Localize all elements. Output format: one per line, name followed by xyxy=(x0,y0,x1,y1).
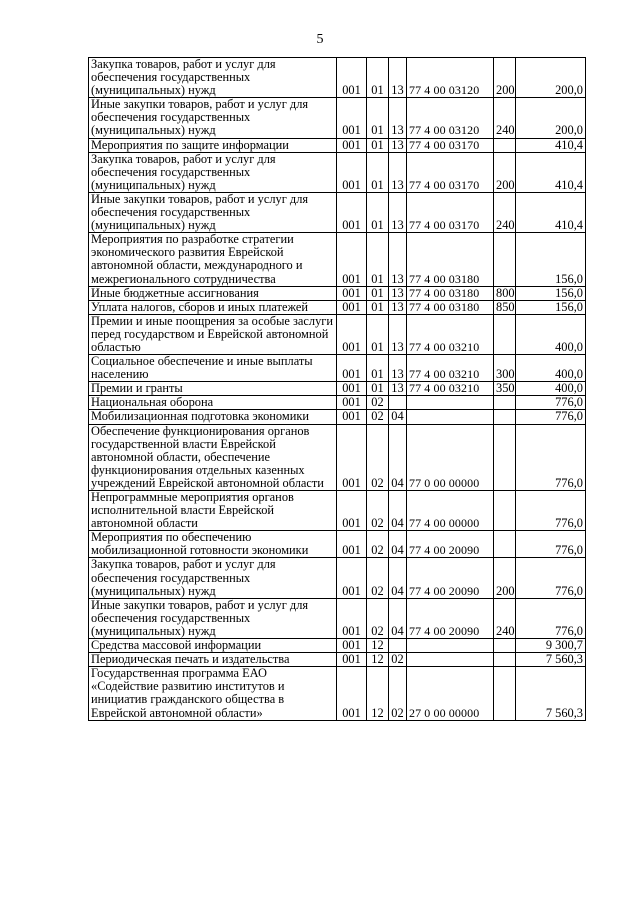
cell-rz: 01 xyxy=(367,314,389,354)
cell-csr: 77 4 00 03210 xyxy=(407,355,494,382)
cell-sum: 156,0 xyxy=(516,300,586,314)
cell-sum: 200,0 xyxy=(516,58,586,98)
cell-ved: 001 xyxy=(337,396,367,410)
cell-ved: 001 xyxy=(337,314,367,354)
cell-vr xyxy=(494,314,516,354)
cell-pr: 04 xyxy=(389,491,407,531)
cell-sum: 400,0 xyxy=(516,382,586,396)
cell-sum: 400,0 xyxy=(516,355,586,382)
cell-ved: 001 xyxy=(337,58,367,98)
table-row xyxy=(89,98,586,138)
table-row xyxy=(89,355,586,382)
cell-vr: 240 xyxy=(494,598,516,638)
cell-rz: 01 xyxy=(367,355,389,382)
cell-sum: 776,0 xyxy=(516,424,586,490)
cell-sum: 776,0 xyxy=(516,396,586,410)
cell-csr: 77 4 00 03180 xyxy=(407,286,494,300)
cell-pr: 13 xyxy=(389,58,407,98)
cell-pr: 04 xyxy=(389,598,407,638)
cell-ved: 001 xyxy=(337,233,367,286)
cell-name: Мероприятия по разработке стратегии экономического развития Еврейской автономной области, международного и межрегионального сотрудничества xyxy=(89,233,337,286)
cell-csr xyxy=(407,396,494,410)
page-number: 5 xyxy=(316,32,324,47)
cell-pr: 02 xyxy=(389,653,407,667)
cell-name: Иные бюджетные ассигнования xyxy=(89,286,337,300)
cell-pr: 13 xyxy=(389,152,407,192)
cell-ved: 001 xyxy=(337,667,367,720)
cell-csr: 77 4 00 03180 xyxy=(407,300,494,314)
cell-ved: 001 xyxy=(337,653,367,667)
cell-sum: 156,0 xyxy=(516,286,586,300)
table-row xyxy=(89,653,586,667)
cell-rz: 02 xyxy=(367,396,389,410)
cell-rz: 01 xyxy=(367,300,389,314)
cell-name: Иные закупки товаров, работ и услуг для обеспечения государственных (муниципальных) нужд xyxy=(89,598,337,638)
cell-ved: 001 xyxy=(337,300,367,314)
cell-name: Мероприятия по защите информации xyxy=(89,138,337,152)
cell-sum: 9 300,7 xyxy=(516,639,586,653)
cell-csr: 77 0 00 00000 xyxy=(407,424,494,490)
cell-ved: 001 xyxy=(337,410,367,424)
cell-sum: 410,4 xyxy=(516,192,586,232)
cell-rz: 12 xyxy=(367,653,389,667)
table-row xyxy=(89,598,586,638)
table-row xyxy=(89,531,586,558)
cell-rz: 01 xyxy=(367,152,389,192)
table-row xyxy=(89,491,586,531)
cell-vr xyxy=(494,667,516,720)
cell-rz: 01 xyxy=(367,58,389,98)
cell-name: Социальное обеспечение и иные выплаты населению xyxy=(89,355,337,382)
cell-pr: 13 xyxy=(389,98,407,138)
cell-sum: 400,0 xyxy=(516,314,586,354)
cell-name: Мероприятия по обеспечению мобилизационной готовности экономики xyxy=(89,531,337,558)
cell-csr: 77 4 00 03170 xyxy=(407,152,494,192)
cell-rz: 02 xyxy=(367,491,389,531)
cell-sum: 7 560,3 xyxy=(516,667,586,720)
cell-sum: 776,0 xyxy=(516,531,586,558)
cell-pr: 04 xyxy=(389,424,407,490)
cell-csr: 77 4 00 20090 xyxy=(407,531,494,558)
cell-csr: 77 4 00 20090 xyxy=(407,598,494,638)
cell-pr: 04 xyxy=(389,410,407,424)
table-row xyxy=(89,424,586,490)
cell-pr xyxy=(389,396,407,410)
cell-name: Закупка товаров, работ и услуг для обеспечения государственных (муниципальных) нужд xyxy=(89,152,337,192)
cell-ved: 001 xyxy=(337,491,367,531)
cell-vr xyxy=(494,531,516,558)
cell-vr xyxy=(494,410,516,424)
cell-sum: 410,4 xyxy=(516,138,586,152)
cell-csr: 77 4 00 03120 xyxy=(407,58,494,98)
cell-pr: 04 xyxy=(389,531,407,558)
cell-vr: 800 xyxy=(494,286,516,300)
cell-vr: 200 xyxy=(494,152,516,192)
table-row xyxy=(89,300,586,314)
cell-pr: 13 xyxy=(389,314,407,354)
cell-sum: 410,4 xyxy=(516,152,586,192)
cell-pr: 13 xyxy=(389,355,407,382)
cell-sum: 776,0 xyxy=(516,558,586,598)
cell-ved: 001 xyxy=(337,558,367,598)
cell-ved: 001 xyxy=(337,639,367,653)
cell-name: Закупка товаров, работ и услуг для обеспечения государственных (муниципальных) нужд xyxy=(89,558,337,598)
table-row xyxy=(89,410,586,424)
cell-vr xyxy=(494,653,516,667)
cell-name: Обеспечение функционирования органов государственной власти Еврейской автономной области, обеспечение функционирования отдельных казенных учреждений Еврейской автономной области xyxy=(89,424,337,490)
cell-csr: 77 4 00 03120 xyxy=(407,98,494,138)
cell-csr: 77 4 00 20090 xyxy=(407,558,494,598)
cell-csr: 77 4 00 03170 xyxy=(407,138,494,152)
cell-csr: 77 4 00 03210 xyxy=(407,314,494,354)
cell-vr: 240 xyxy=(494,98,516,138)
cell-sum: 776,0 xyxy=(516,410,586,424)
cell-vr xyxy=(494,424,516,490)
cell-name: Национальная оборона xyxy=(89,396,337,410)
cell-name: Премии и гранты xyxy=(89,382,337,396)
cell-rz: 01 xyxy=(367,286,389,300)
cell-pr: 13 xyxy=(389,300,407,314)
table-row xyxy=(89,286,586,300)
cell-name: Иные закупки товаров, работ и услуг для обеспечения государственных (муниципальных) нужд xyxy=(89,98,337,138)
budget-table-body xyxy=(89,58,586,721)
cell-vr: 350 xyxy=(494,382,516,396)
cell-ved: 001 xyxy=(337,286,367,300)
table-row xyxy=(89,639,586,653)
table-row xyxy=(89,138,586,152)
cell-pr: 02 xyxy=(389,667,407,720)
table-row xyxy=(89,396,586,410)
cell-ved: 001 xyxy=(337,382,367,396)
cell-rz: 01 xyxy=(367,382,389,396)
cell-rz: 12 xyxy=(367,667,389,720)
cell-csr xyxy=(407,653,494,667)
cell-rz: 01 xyxy=(367,98,389,138)
cell-csr: 27 0 00 00000 xyxy=(407,667,494,720)
cell-rz: 01 xyxy=(367,192,389,232)
cell-rz: 02 xyxy=(367,531,389,558)
cell-name: Периодическая печать и издательства xyxy=(89,653,337,667)
cell-csr: 77 4 00 03210 xyxy=(407,382,494,396)
cell-sum: 776,0 xyxy=(516,598,586,638)
cell-pr: 13 xyxy=(389,382,407,396)
cell-ved: 001 xyxy=(337,355,367,382)
cell-name: Средства массовой информации xyxy=(89,639,337,653)
cell-ved: 001 xyxy=(337,98,367,138)
cell-csr xyxy=(407,639,494,653)
cell-ved: 001 xyxy=(337,152,367,192)
cell-sum: 776,0 xyxy=(516,491,586,531)
cell-vr xyxy=(494,233,516,286)
cell-csr xyxy=(407,410,494,424)
cell-pr xyxy=(389,639,407,653)
cell-csr: 77 4 00 03180 xyxy=(407,233,494,286)
cell-pr: 13 xyxy=(389,138,407,152)
table-row xyxy=(89,382,586,396)
cell-rz: 02 xyxy=(367,424,389,490)
cell-name: Мобилизационная подготовка экономики xyxy=(89,410,337,424)
cell-vr xyxy=(494,639,516,653)
cell-vr: 200 xyxy=(494,558,516,598)
cell-ved: 001 xyxy=(337,598,367,638)
cell-rz: 01 xyxy=(367,233,389,286)
cell-vr xyxy=(494,491,516,531)
cell-pr: 13 xyxy=(389,286,407,300)
cell-vr: 200 xyxy=(494,58,516,98)
cell-csr: 77 4 00 00000 xyxy=(407,491,494,531)
cell-sum: 7 560,3 xyxy=(516,653,586,667)
cell-rz: 02 xyxy=(367,410,389,424)
cell-name: Уплата налогов, сборов и иных платежей xyxy=(89,300,337,314)
table-row xyxy=(89,314,586,354)
cell-vr xyxy=(494,396,516,410)
table-row xyxy=(89,233,586,286)
table-row xyxy=(89,58,586,98)
cell-name: Государственная программа ЕАО «Содействие развитию институтов и инициатив гражданского общества в Еврейской автономной области» xyxy=(89,667,337,720)
cell-sum: 200,0 xyxy=(516,98,586,138)
cell-sum: 156,0 xyxy=(516,233,586,286)
cell-rz: 01 xyxy=(367,138,389,152)
cell-ved: 001 xyxy=(337,531,367,558)
table-row xyxy=(89,667,586,720)
cell-rz: 12 xyxy=(367,639,389,653)
budget-table xyxy=(88,57,586,721)
cell-name: Иные закупки товаров, работ и услуг для обеспечения государственных (муниципальных) нужд xyxy=(89,192,337,232)
table-row xyxy=(89,558,586,598)
table-row xyxy=(89,192,586,232)
cell-pr: 04 xyxy=(389,558,407,598)
cell-vr xyxy=(494,138,516,152)
cell-name: Закупка товаров, работ и услуг для обеспечения государственных (муниципальных) нужд xyxy=(89,58,337,98)
cell-rz: 02 xyxy=(367,558,389,598)
table-row xyxy=(89,152,586,192)
cell-name: Премии и иные поощрения за особые заслуги перед государством и Еврейской автономной областью xyxy=(89,314,337,354)
cell-csr: 77 4 00 03170 xyxy=(407,192,494,232)
cell-rz: 02 xyxy=(367,598,389,638)
cell-pr: 13 xyxy=(389,192,407,232)
cell-name: Непрограммные мероприятия органов исполнительной власти Еврейской автономной области xyxy=(89,491,337,531)
cell-pr: 13 xyxy=(389,233,407,286)
cell-vr: 300 xyxy=(494,355,516,382)
cell-ved: 001 xyxy=(337,424,367,490)
cell-vr: 850 xyxy=(494,300,516,314)
cell-vr: 240 xyxy=(494,192,516,232)
cell-ved: 001 xyxy=(337,192,367,232)
cell-ved: 001 xyxy=(337,138,367,152)
